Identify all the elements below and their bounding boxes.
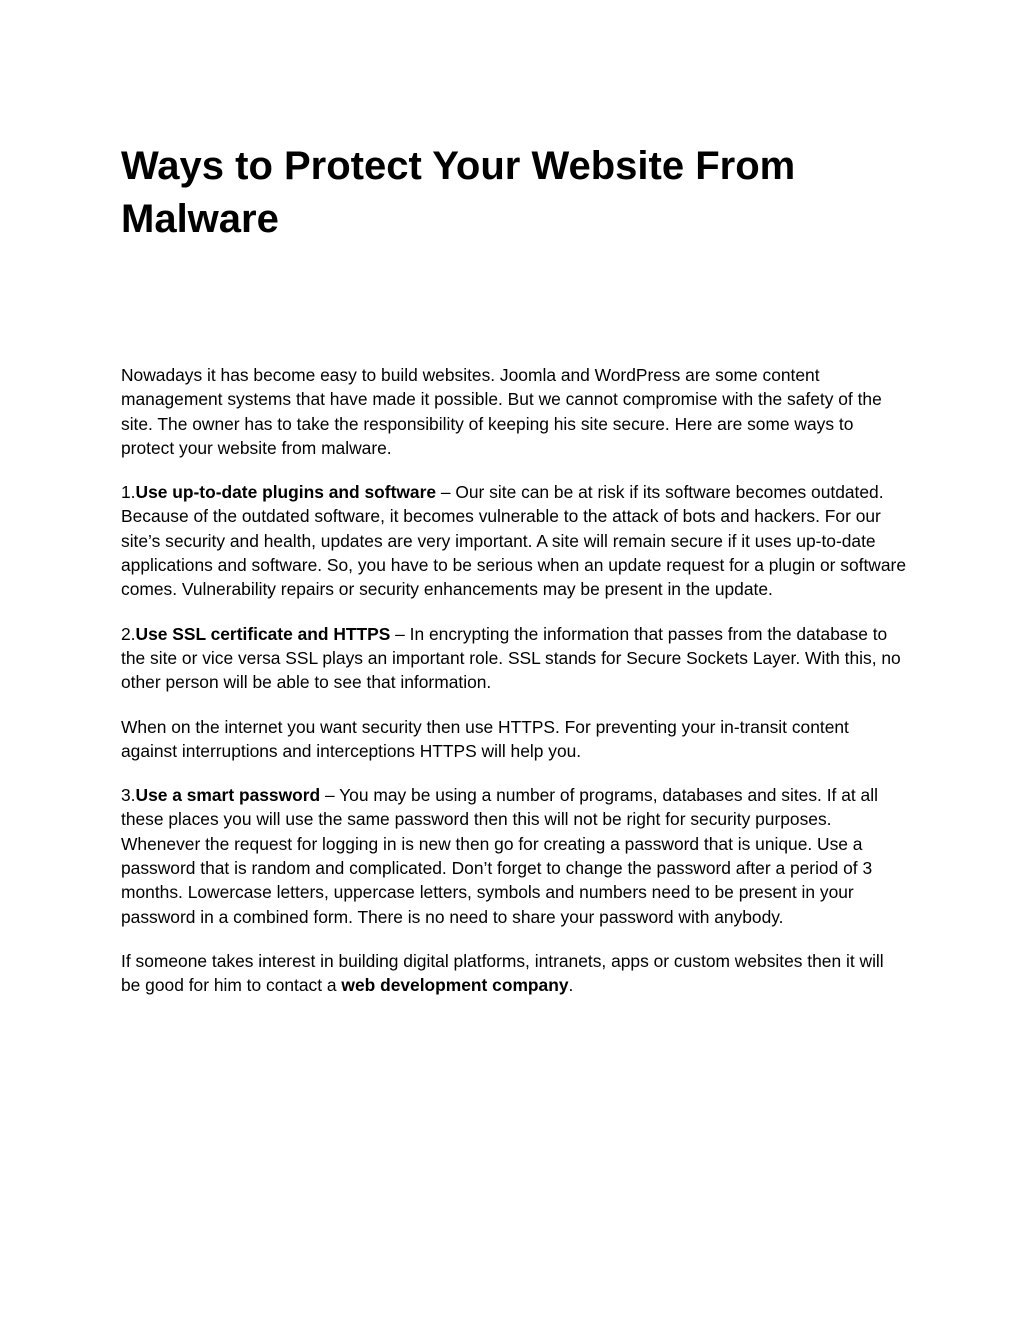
section-3-heading: Use a smart password — [135, 785, 321, 806]
section-2-text: – In encrypting the information that passes from the database to the site or vice versa SSL plays an important role. SSL stands for Secure Sockets Layer. With this, no other person will be able to see that information. — [121, 623, 901, 693]
section-1-heading: Use up-to-date plugins and software — [135, 482, 437, 503]
section-1-paragraph — [121, 480, 906, 601]
closing-paragraph — [121, 949, 906, 998]
document-page — [121, 140, 906, 1018]
section-3-number: 3. — [121, 785, 136, 806]
section-3-text: – You may be using a number of programs, databases and sites. If at all these places you will use the same password then this will not be right for security purposes. Whenever the request for logging in is new then go for creating a password that is unique. Use a password that is random and complicated. Don’t forget to change the password after a period of 3 months. Lowercase letters, uppercase letters, symbols and numbers need to be present in your password in a combined form. There is no need to share your password with anybody. — [121, 785, 878, 927]
section-3-paragraph — [121, 783, 906, 929]
section-2-extra-paragraph: When on the internet you want security then use HTTPS. For preventing your in-transit content against interruptions and interceptions HTTPS will help you. — [121, 716, 849, 761]
intro-paragraph: Nowadays it has become easy to build websites. Joomla and WordPress are some content management systems that have made it possible. But we cannot compromise with the safety of the site. The owner has to take the responsibility of keeping his site secure. Here are some ways to protect your website from malware. — [121, 365, 882, 458]
closing-link: web development company — [341, 975, 569, 996]
section-1-number: 1. — [121, 482, 136, 503]
page-title: Ways to Protect Your Website From Malware — [121, 144, 796, 241]
closing-end: . — [568, 975, 574, 996]
closing-text: If someone takes interest in building digital platforms, intranets, apps or custom websites then it will be good for him to contact a — [121, 950, 884, 996]
section-2-number: 2. — [121, 623, 136, 644]
document-body — [121, 363, 906, 998]
section-2-heading: Use SSL certificate and HTTPS — [135, 623, 391, 644]
section-1-text: – Our site can be at risk if its software becomes outdated. Because of the outdated software, it becomes vulnerable to the attack of bots and hackers. For our site’s security and health, updates are very important. A site will remain secure if it uses up-to-date applications and software. So, you have to be serious when an update request for a plugin or software comes. Vulnerability repairs or security enhancements may be present in the update. — [121, 482, 906, 600]
section-2-paragraph — [121, 622, 906, 695]
